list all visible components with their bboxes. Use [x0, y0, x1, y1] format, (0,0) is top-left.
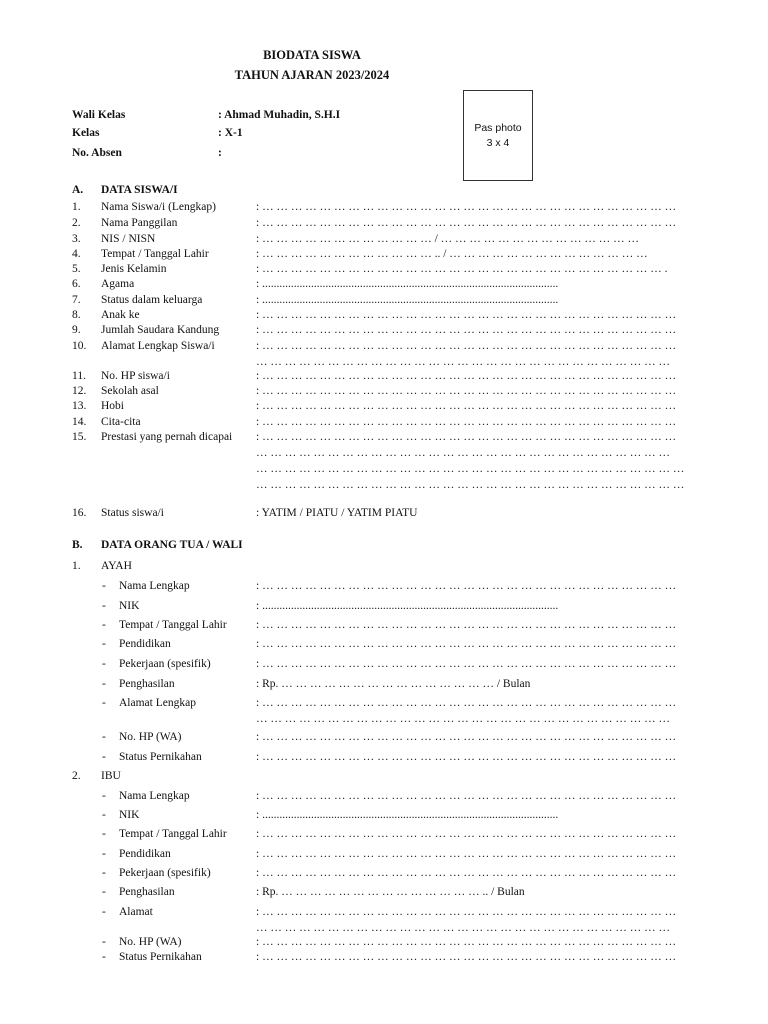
fill-in-line: : … … … … … … … … … … … … … … … … … … … … … … … … … … … … …: [256, 697, 677, 709]
field-label: Status siswa/i: [101, 507, 164, 519]
field-number: 3.: [72, 233, 81, 245]
fill-in-continuation: … … … … … … … … … … … … … … … … … … … … … … … … … … … … …: [256, 447, 670, 459]
income-fill-in: : Rp. … … … … … … … … … … … … … … … / Bulan: [256, 678, 531, 690]
fill-in-line: : … … … … … … … … … … … … / … … … … … … … … … … … … … …: [256, 233, 640, 245]
fill-in-continuation: … … … … … … … … … … … … … … … … … … … … … … … … … … … … … …: [256, 479, 685, 491]
field-number: 12.: [72, 385, 87, 397]
fill-in-line: : … … … … … … … … … … … … … … … … … … … … … … … … … … … … …: [256, 619, 677, 631]
field-label: Agama: [101, 278, 135, 290]
field-row-status-keluarga: [0, 292, 768, 308]
field-row-hp-siswa: [0, 368, 768, 384]
fill-in-line: : … … … … … … … … … … … … … … … … … … … … … … … … … … … … .: [256, 263, 668, 275]
field-row-jenis-kelamin: [0, 261, 768, 277]
fill-in-line: : … … … … … … … … … … … … … … … … … … … … … … … … … … … … …: [256, 848, 677, 860]
field-label: Tempat / Tanggal Lahir: [119, 619, 227, 631]
field-row-cita-cita: [0, 414, 768, 430]
fill-in-continuation: … … … … … … … … … … … … … … … … … … … … … … … … … … … … … …: [256, 463, 685, 475]
field-label: NIS / NISN: [101, 233, 156, 245]
fill-in-continuation: … … … … … … … … … … … … … … … … … … … … … … … … … … … … …: [256, 356, 670, 368]
field-number: 6.: [72, 278, 81, 290]
field-row-alamat-siswa: [0, 338, 768, 354]
document-title: BIODATA SISWA: [263, 48, 361, 62]
field-number: 16.: [72, 507, 87, 519]
status-options: : YATIM / PIATU / YATIM PIATU: [256, 507, 418, 519]
field-label: No. HP (WA): [119, 936, 182, 948]
fill-in-line: : … … … … … … … … … … … … .. / … … … … … … … … … … … … … …: [256, 248, 648, 260]
field-label: Alamat Lengkap: [119, 697, 196, 709]
fill-in-line: : .......................................................................................................: [256, 600, 559, 612]
ayah-row-ttl: [0, 617, 768, 633]
photo-label: Pas photo: [474, 121, 522, 134]
fill-in-line: : … … … … … … … … … … … … … … … … … … … … … … … … … … … … …: [256, 201, 677, 213]
ayah-row-nik: [0, 598, 768, 614]
ibu-row-alamat: [0, 904, 768, 920]
fill-in-line: : … … … … … … … … … … … … … … … … … … … … … … … … … … … … …: [256, 731, 677, 743]
bullet-dash: -: [102, 751, 106, 763]
field-label: Nama Lengkap: [119, 580, 190, 592]
field-row-sekolah-asal: [0, 383, 768, 399]
fill-in-line: : … … … … … … … … … … … … … … … … … … … … … … … … … … … … …: [256, 638, 677, 650]
ayah-heading: [0, 558, 768, 574]
ibu-row-nama: [0, 788, 768, 804]
field-row-hobi: [0, 398, 768, 414]
fill-in-line: : … … … … … … … … … … … … … … … … … … … … … … … … … … … … …: [256, 385, 677, 397]
section-a-title: DATA SISWA/I: [101, 184, 178, 196]
field-number: 14.: [72, 416, 87, 428]
fill-in-line: : … … … … … … … … … … … … … … … … … … … … … … … … … … … … …: [256, 790, 677, 802]
no-absen-value: :: [218, 147, 222, 159]
field-row-status-siswa: [0, 505, 768, 521]
academic-year: TAHUN AJARAN 2023/2024: [234, 68, 390, 82]
fill-in-continuation: … … … … … … … … … … … … … … … … … … … … … … … … … … … … …: [256, 922, 670, 934]
field-label: Pekerjaan (spesifik): [119, 867, 211, 879]
field-label: Nama Siswa/i (Lengkap): [101, 201, 216, 213]
fill-in-line: : … … … … … … … … … … … … … … … … … … … … … … … … … … … … …: [256, 936, 677, 948]
field-row-prestasi: [0, 429, 768, 445]
fill-in-continuation: … … … … … … … … … … … … … … … … … … … … … … … … … … … … …: [256, 713, 670, 725]
ayah-row-pekerjaan: [0, 656, 768, 672]
field-label: Tempat / Tanggal Lahir: [119, 828, 227, 840]
bullet-dash: -: [102, 867, 106, 879]
field-label: Alamat Lengkap Siswa/i: [101, 340, 215, 352]
field-row-nama: [0, 199, 768, 215]
field-label: Penghasilan: [119, 886, 175, 898]
bullet-dash: -: [102, 906, 106, 918]
field-label: No. HP siswa/i: [101, 370, 170, 382]
field-label: Pendidikan: [119, 848, 171, 860]
wali-kelas-value: : Ahmad Muhadin, S.H.I: [218, 109, 341, 121]
fill-in-line: : .......................................................................................................: [256, 809, 559, 821]
field-label: Jumlah Saudara Kandung: [101, 324, 220, 336]
section-b-letter: B.: [72, 539, 83, 551]
bullet-dash: -: [102, 809, 106, 821]
bullet-dash: -: [102, 790, 106, 802]
fill-in-line: : … … … … … … … … … … … … … … … … … … … … … … … … … … … … …: [256, 370, 677, 382]
bullet-dash: -: [102, 638, 106, 650]
ayah-row-alamat: [0, 695, 768, 711]
ayah-row-hp: [0, 729, 768, 745]
field-row-anak-ke: [0, 307, 768, 323]
subsection-title: IBU: [101, 770, 121, 782]
bullet-dash: -: [102, 886, 106, 898]
field-label: Pekerjaan (spesifik): [119, 658, 211, 670]
bullet-dash: -: [102, 951, 106, 963]
field-label: Tempat / Tanggal Lahir: [101, 248, 209, 260]
subsection-number: 1.: [72, 560, 81, 572]
wali-kelas-label: Wali Kelas: [72, 109, 126, 121]
field-number: 4.: [72, 248, 81, 260]
bullet-dash: -: [102, 697, 106, 709]
kelas-label: Kelas: [72, 127, 100, 139]
no-absen-label: No. Absen: [72, 147, 122, 159]
ibu-row-hp: [0, 934, 768, 950]
fill-in-line: : … … … … … … … … … … … … … … … … … … … … … … … … … … … … …: [256, 416, 677, 428]
ayah-row-nama: [0, 578, 768, 594]
field-label: Status Pernikahan: [119, 751, 202, 763]
fill-in-line: : … … … … … … … … … … … … … … … … … … … … … … … … … … … … …: [256, 906, 677, 918]
subsection-number: 2.: [72, 770, 81, 782]
fill-in-line: : … … … … … … … … … … … … … … … … … … … … … … … … … … … … …: [256, 431, 677, 443]
fill-in-line: : … … … … … … … … … … … … … … … … … … … … … … … … … … … … …: [256, 867, 677, 879]
bullet-dash: -: [102, 580, 106, 592]
field-label: Nama Panggilan: [101, 217, 178, 229]
photo-placeholder-box: [463, 90, 533, 181]
ayah-row-penghasilan: [0, 676, 768, 692]
field-label: NIK: [119, 809, 140, 821]
ibu-row-nik: [0, 807, 768, 823]
fill-in-line: : .......................................................................................................: [256, 294, 559, 306]
bullet-dash: -: [102, 678, 106, 690]
fill-in-line: : … … … … … … … … … … … … … … … … … … … … … … … … … … … … …: [256, 751, 677, 763]
field-number: 1.: [72, 201, 81, 213]
ibu-row-status: [0, 949, 768, 965]
ayah-row-status: [0, 749, 768, 765]
field-number: 10.: [72, 340, 87, 352]
fill-in-line: : … … … … … … … … … … … … … … … … … … … … … … … … … … … … …: [256, 400, 677, 412]
bullet-dash: -: [102, 658, 106, 670]
bullet-dash: -: [102, 600, 106, 612]
fill-in-line: : … … … … … … … … … … … … … … … … … … … … … … … … … … … … …: [256, 580, 677, 592]
field-label: Status Pernikahan: [119, 951, 202, 963]
fill-in-line: : … … … … … … … … … … … … … … … … … … … … … … … … … … … … …: [256, 340, 677, 352]
photo-size: 3 x 4: [486, 136, 510, 149]
fill-in-line: : … … … … … … … … … … … … … … … … … … … … … … … … … … … … …: [256, 828, 677, 840]
section-b-title: DATA ORANG TUA / WALI: [101, 539, 243, 551]
fill-in-line: : … … … … … … … … … … … … … … … … … … … … … … … … … … … … …: [256, 658, 677, 670]
field-label: Penghasilan: [119, 678, 175, 690]
field-number: 2.: [72, 217, 81, 229]
field-number: 7.: [72, 294, 81, 306]
ayah-row-pendidikan: [0, 636, 768, 652]
field-row-saudara: [0, 322, 768, 338]
fill-in-line: : … … … … … … … … … … … … … … … … … … … … … … … … … … … … …: [256, 324, 677, 336]
kelas-value: : X-1: [218, 127, 243, 139]
bullet-dash: -: [102, 848, 106, 860]
bullet-dash: -: [102, 936, 106, 948]
field-label: Status dalam keluarga: [101, 294, 203, 306]
fill-in-line: : … … … … … … … … … … … … … … … … … … … … … … … … … … … … …: [256, 309, 677, 321]
field-label: Sekolah asal: [101, 385, 159, 397]
field-label: Jenis Kelamin: [101, 263, 167, 275]
field-label: Prestasi yang pernah dicapai: [101, 431, 233, 443]
field-label: Hobi: [101, 400, 124, 412]
field-row-panggilan: [0, 215, 768, 231]
bullet-dash: -: [102, 731, 106, 743]
fill-in-line: : … … … … … … … … … … … … … … … … … … … … … … … … … … … … …: [256, 951, 677, 963]
ibu-heading: [0, 768, 768, 784]
subsection-title: AYAH: [101, 560, 132, 572]
ibu-row-penghasilan: [0, 884, 768, 900]
field-label: Alamat: [119, 906, 153, 918]
field-label: Nama Lengkap: [119, 790, 190, 802]
fill-in-line: : … … … … … … … … … … … … … … … … … … … … … … … … … … … … …: [256, 217, 677, 229]
field-number: 8.: [72, 309, 81, 321]
field-label: No. HP (WA): [119, 731, 182, 743]
field-row-agama: [0, 276, 768, 292]
field-row-ttl: [0, 246, 768, 262]
section-a-letter: A.: [72, 184, 84, 196]
ibu-row-pekerjaan: [0, 865, 768, 881]
field-label: Pendidikan: [119, 638, 171, 650]
income-fill-in: : Rp. … … … … … … … … … … … … … … .. / Bulan: [256, 886, 525, 898]
field-number: 15.: [72, 431, 87, 443]
bullet-dash: -: [102, 619, 106, 631]
bullet-dash: -: [102, 828, 106, 840]
field-number: 11.: [72, 370, 86, 382]
field-row-nis: [0, 231, 768, 247]
fill-in-line: : .......................................................................................................: [256, 278, 559, 290]
field-number: 9.: [72, 324, 81, 336]
field-number: 13.: [72, 400, 87, 412]
field-number: 5.: [72, 263, 81, 275]
ibu-row-ttl: [0, 826, 768, 842]
field-label: Anak ke: [101, 309, 140, 321]
field-label: Cita-cita: [101, 416, 141, 428]
field-label: NIK: [119, 600, 140, 612]
ibu-row-pendidikan: [0, 846, 768, 862]
